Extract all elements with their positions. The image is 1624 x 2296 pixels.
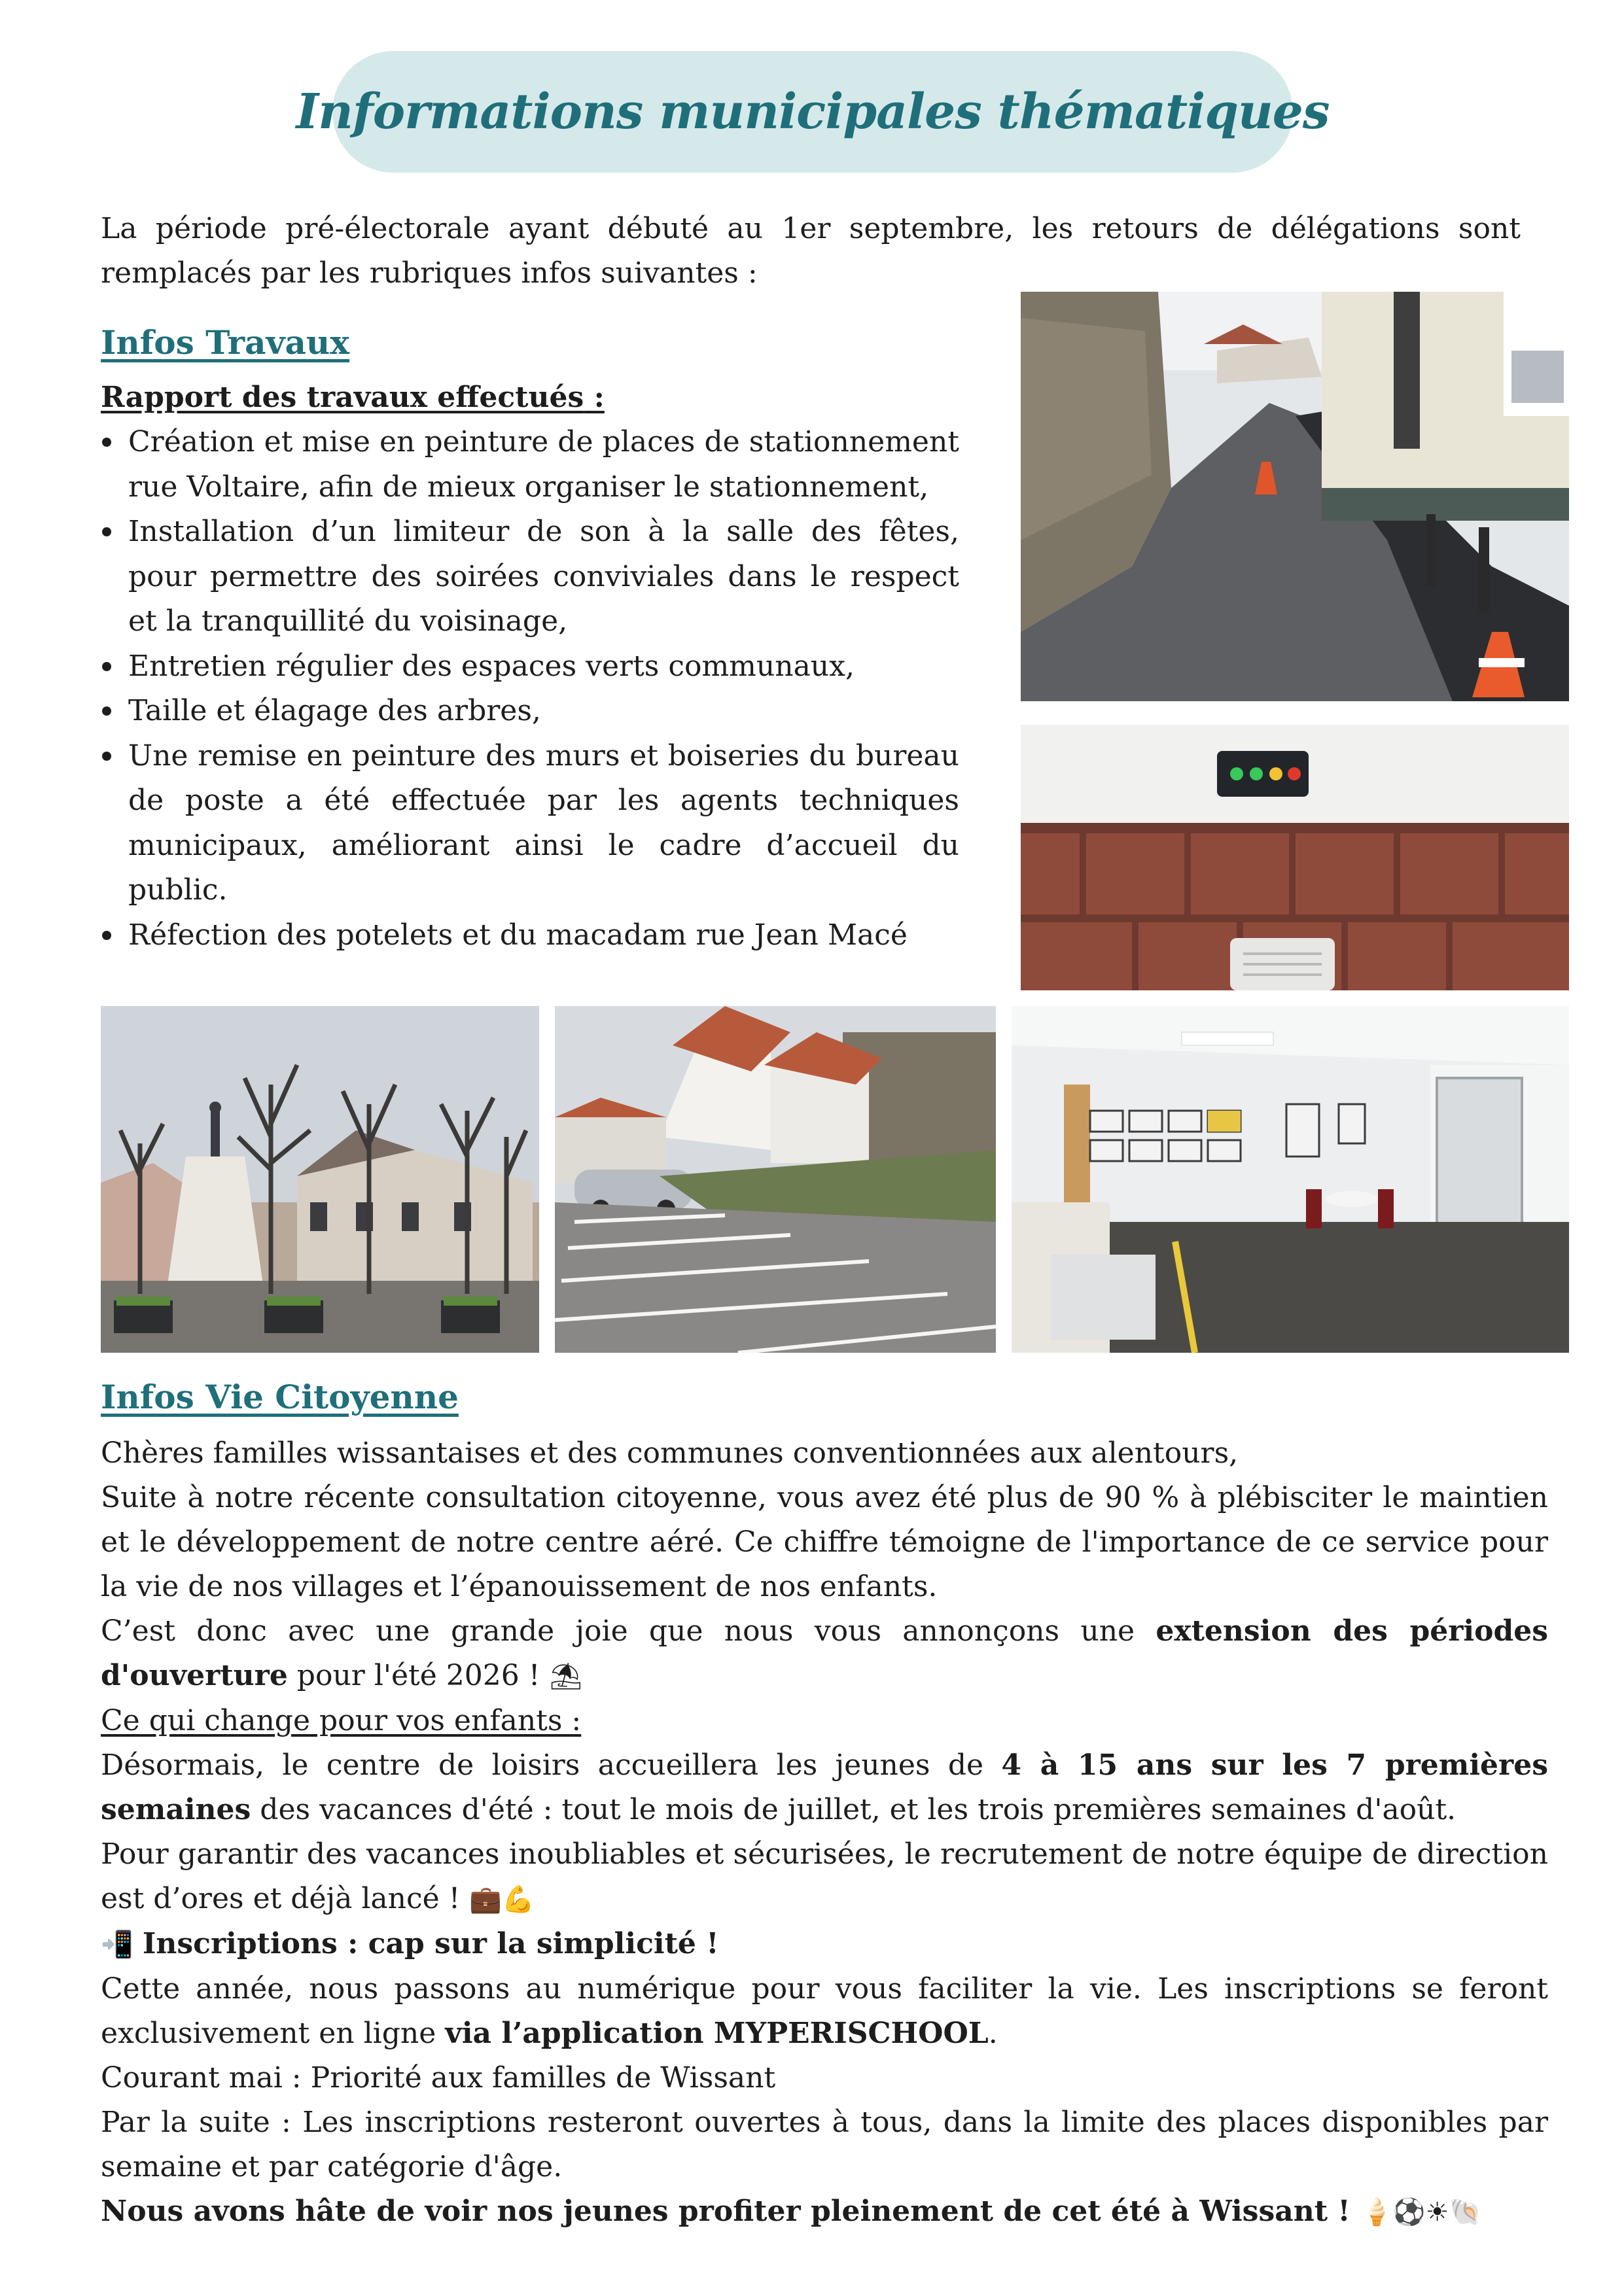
works-item: Création et mise en peinture de places de stationnement rue Voltaire, afin de mieux organiser le stationnement, [128, 420, 959, 510]
priority-paragraph: Courant mai : Priorité aux familles de Wissant [101, 2061, 776, 2095]
inscriptions-heading: 📲 Inscriptions : cap sur la simplicité ! [101, 1927, 719, 1960]
works-item: Entretien régulier des espaces verts communaux, [128, 644, 959, 689]
recruitment-paragraph: Pour garantir des vacances inoubliables et sécurisées, le recrutement de notre équipe de direction est d’ores et déjà lancé ! 💼💪 [101, 1837, 1548, 1915]
extension-paragraph: C’est donc avec une grande joie que nous vous annonçons une extension des périodes d'ouverture pour l'été 2026 ! ⛱ [101, 1614, 1549, 1692]
travaux-heading: Infos Travaux [101, 323, 350, 362]
intro-paragraph: La période pré-électorale ayant débuté au 1er septembre, les retours de délégations sont remplacés par les rubriques infos suivantes : [101, 212, 1521, 290]
consultation-paragraph: Suite à notre récente consultation citoyenne, vous avez été plus de 90 % à plébisciter le maintien et le développement de notre centre aéré. Ce chiffre témoigne de l'importance de ce service pour la vie de nos villages et l’épanouissement de nos enfants. [101, 1481, 1548, 1603]
works-item: Une remise en peinture des murs et boiseries du bureau de poste a été effectuée par les agents techniques municipaux, améliorant ainsi le cadre d’accueil du public. [128, 734, 959, 913]
ages-highlight: 4 à 15 ans sur les 7 premières semaines [101, 1748, 1548, 1826]
ages-paragraph: Désormais, le centre de loisirs accueillera les jeunes de 4 à 15 ans sur les 7 premières semaines des vacances d'été : tout le mois de juillet, et les trois premières semaines d'août. [101, 1748, 1548, 1826]
citoyenne-body [101, 1431, 1548, 2235]
greeting-paragraph: Chères familles wissantaises et des communes conventionnées aux alentours, [101, 1436, 1239, 1470]
briefcase-muscle-icon: 💼💪 [469, 1885, 535, 1915]
photo-rue-jean-mace [1021, 292, 1569, 701]
report-heading: Rapport des travaux effectués : [101, 381, 605, 414]
report-label: Rapport des travaux effectués [101, 381, 584, 414]
citoyenne-heading: Infos Vie Citoyenne [101, 1378, 459, 1416]
page-title: Informations municipales thématiques [296, 84, 1330, 140]
summer-icons: 🍦⚽☀🐚 [1360, 2197, 1482, 2227]
photo-parking-rue-voltaire [555, 1006, 996, 1353]
works-list [101, 420, 959, 958]
works-item: Réfection des potelets et du macadam rue Jean Macé [128, 913, 959, 958]
closing-paragraph: Nous avons hâte de voir nos jeunes profiter pleinement de cet été à Wissant ! 🍦⚽☀🐚 [101, 2195, 1482, 2228]
mobile-phone-arrow-icon: 📲 [101, 1930, 133, 1960]
photo-limiteur-de-son [1021, 725, 1569, 990]
works-item: Installation d’un limiteur de son à la salle des fêtes, pour permettre des soirées conviviales dans le respect et la tranquillité du voisinage, [128, 510, 959, 644]
photo-bureau-de-poste [1012, 1006, 1569, 1353]
later-paragraph: Par la suite : Les inscriptions resteront ouvertes à tous, dans la limite des places disponibles par semaine et par catégorie d'âge. [101, 2106, 1548, 2183]
beach-umbrella-icon: ⛱ [549, 1661, 583, 1692]
title-banner [296, 51, 1330, 173]
online-paragraph: Cette année, nous passons au numérique pour vous faciliter la vie. Les inscriptions se feront exclusivement en ligne via l’application MYPERISCHOOL. [101, 1972, 1548, 2050]
changes-heading: Ce qui change pour vos enfants : [101, 1704, 582, 1737]
photo-place-de-la-mairie [101, 1006, 539, 1353]
extension-highlight: extension des périodes d'ouverture [101, 1614, 1549, 1692]
app-name-highlight: via l’application MYPERISCHOOL [445, 2017, 989, 2050]
works-item: Taille et élagage des arbres, [128, 689, 959, 734]
